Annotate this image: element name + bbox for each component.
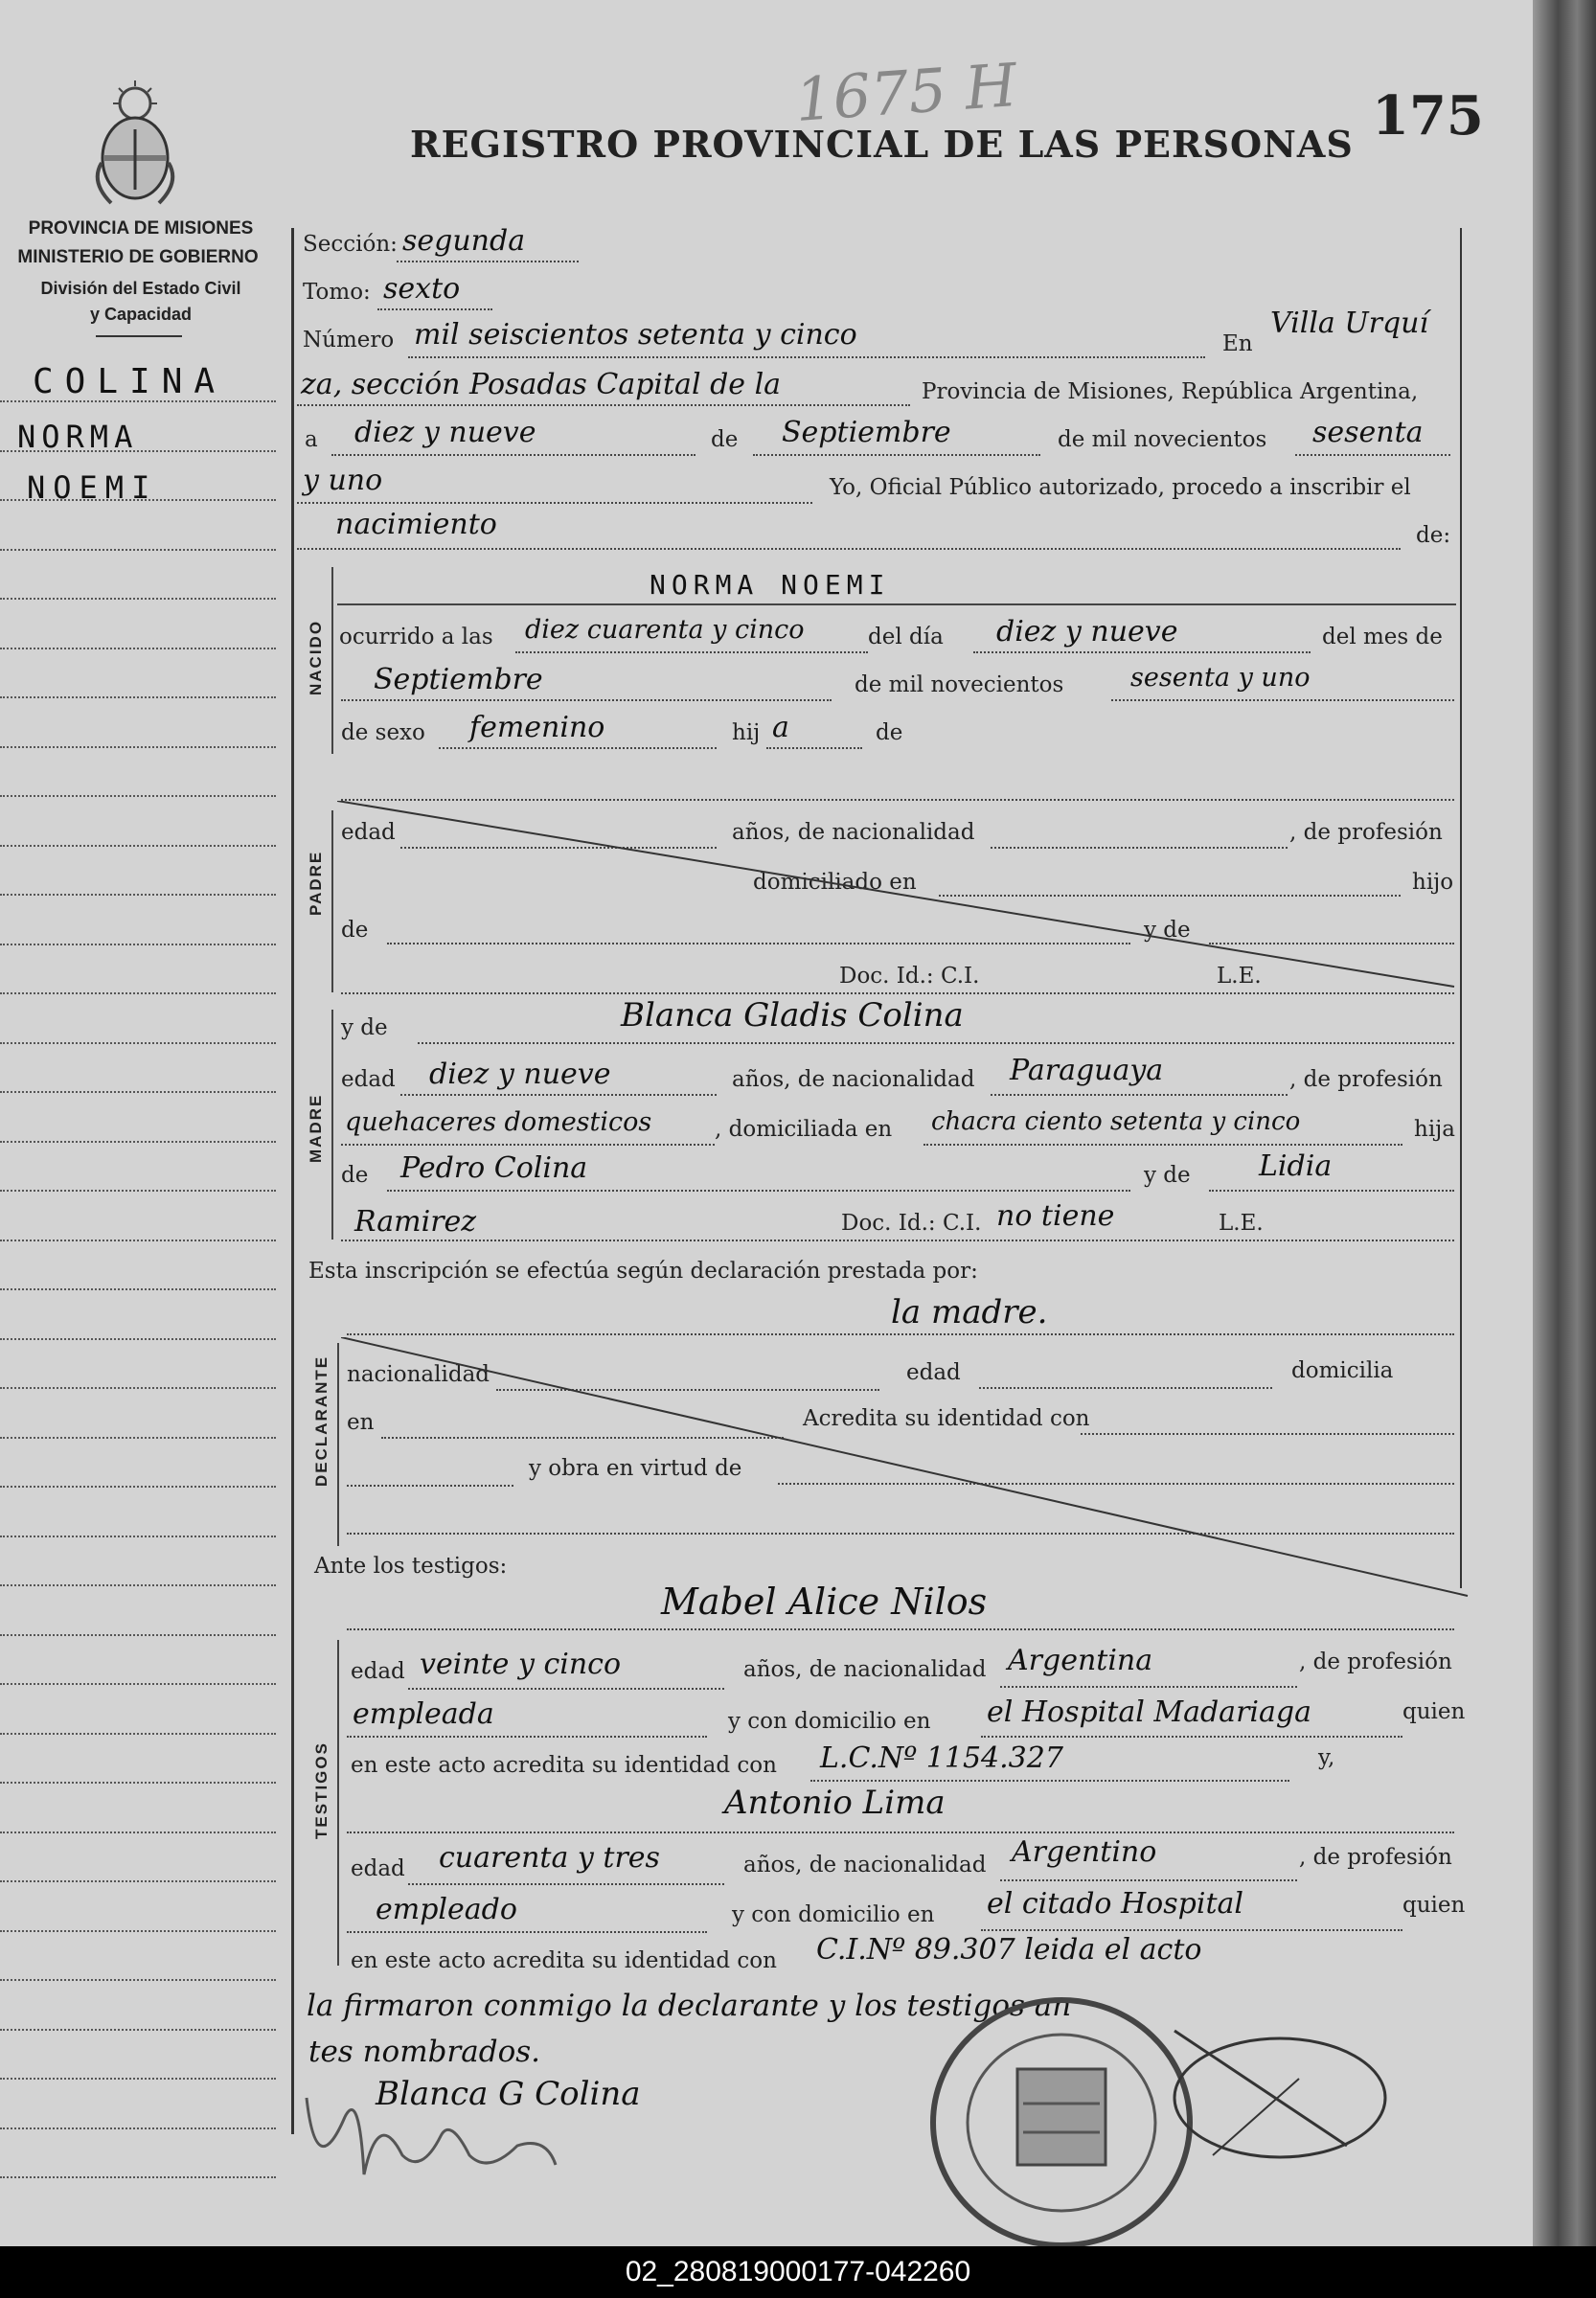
declarante-en-label: en <box>347 1410 375 1435</box>
t1-edad-label: edad <box>351 1659 405 1684</box>
t2-domicilio-label: y con domicilio en <box>732 1902 935 1927</box>
padre-domiciliado-label: domiciliado en <box>753 870 917 895</box>
padre-profesion-label: , de profesión <box>1289 820 1443 845</box>
t2-anos-label: años, de nacionalidad <box>743 1853 987 1877</box>
t1-doc-value: L.C.Nº 1154.327 <box>820 1741 1063 1775</box>
padre-doc-label: Doc. Id.: C.I. <box>839 964 980 989</box>
sidebar-name1: NORMA <box>17 419 139 455</box>
seccion-value: segunda <box>402 224 526 258</box>
declarante-signature: Blanca G Colina <box>376 2075 641 2113</box>
en-label: En <box>1222 331 1253 356</box>
madre-nacionalidad-value: Paraguaya <box>1010 1054 1164 1087</box>
padre-section-label: PADRE <box>307 850 325 916</box>
sidebar-ruled-line <box>0 2127 276 2129</box>
witness-signature-scribble <box>287 2079 575 2203</box>
image-id-label: 02_280819000177-042260 <box>625 2256 971 2287</box>
inscribir-value: nacimiento <box>335 508 497 541</box>
madre-de-label: de <box>341 1163 369 1188</box>
nacido-de-label: de <box>876 720 903 745</box>
t1-profesion-value: empleada <box>353 1697 494 1731</box>
image-id-footer <box>0 2246 1596 2298</box>
sidebar-ruled-line <box>0 549 276 551</box>
padre-anos-label: años, de nacionalidad <box>732 820 975 845</box>
hora-value: diez cuarenta y cinco <box>525 615 805 645</box>
locality-value: za, sección Posadas Capital de la <box>301 368 782 401</box>
t2-nacionalidad-value: Argentino <box>1012 1835 1157 1869</box>
sidebar-ruled-line <box>0 1634 276 1636</box>
sidebar-ruled-line <box>0 845 276 847</box>
declarante-edad-label: edad <box>906 1360 961 1385</box>
padre-le-label: L.E. <box>1217 964 1262 989</box>
de-end-label: de: <box>1416 523 1451 548</box>
binding-edge <box>1533 0 1596 2246</box>
sidebar-ruled-line <box>0 400 276 402</box>
capacidad-label: y Capacidad <box>89 305 193 324</box>
sidebar-ruled-line <box>0 1338 276 1340</box>
tomo-value: sexto <box>383 272 461 306</box>
sidebar-ruled-line <box>0 1091 276 1093</box>
sidebar-ruled-line <box>0 1930 276 1932</box>
t1-edad-value: veinte y cinco <box>420 1648 622 1681</box>
sidebar-ruled-line <box>0 894 276 896</box>
madre-anos-label: años, de nacionalidad <box>732 1067 975 1092</box>
t1-quien-label: quien <box>1402 1699 1466 1724</box>
numero-label: Número <box>303 328 395 353</box>
declarante-bar <box>337 1343 339 1546</box>
sidebar-ruled-line <box>0 1782 276 1784</box>
sidebar-name2: NOEMI <box>27 469 158 506</box>
t1-domicilio-value: el Hospital Madariaga <box>987 1695 1311 1729</box>
closing-line1: la firmaron conmigo la declarante y los testigos an <box>307 1989 1072 2023</box>
testigos-intro: Ante los testigos: <box>314 1554 508 1579</box>
testigo1-name: Mabel Alice Nilos <box>661 1581 988 1623</box>
day-value: diez y nueve <box>354 416 536 449</box>
declarante-domicilia-label: domicilia <box>1291 1358 1394 1383</box>
madre-profesion-label: , de profesión <box>1289 1067 1443 1092</box>
de-label: de <box>711 427 739 452</box>
sidebar-ruled-line <box>0 2078 276 2080</box>
sidebar-ruled-line <box>0 1190 276 1192</box>
t2-profesion-value: empleado <box>376 1893 517 1926</box>
coat-of-arms-emblem <box>82 77 188 211</box>
madre-profesion-value: quehaceres domesticos <box>345 1107 652 1137</box>
nacido-name: NORMA NOEMI <box>650 569 891 601</box>
a-label: a <box>305 427 318 452</box>
t2-edad-value: cuarenta y tres <box>439 1841 660 1875</box>
provincia-text: Provincia de Misiones, República Argentina, <box>922 379 1419 404</box>
tomo-label: Tomo: <box>303 280 371 305</box>
madre-madre-value: Lidia <box>1259 1149 1333 1183</box>
sidebar-ruled-line <box>0 1387 276 1389</box>
dia-value: diez y nueve <box>996 615 1178 648</box>
sidebar-ruled-line <box>0 1141 276 1143</box>
sidebar-ruled-line <box>0 1240 276 1241</box>
folio-number: 175 <box>1372 84 1484 148</box>
t1-profesion-label: , de profesión <box>1299 1650 1452 1674</box>
madre-hija-label: hija <box>1414 1117 1456 1142</box>
declarante-acredita-label: Acredita su identidad con <box>803 1406 1090 1431</box>
testigos-bar <box>337 1640 339 1966</box>
madre-le-label: L.E. <box>1219 1211 1264 1236</box>
declarante-obra-label: y obra en virtud de <box>529 1456 742 1481</box>
sidebar-ruled-line <box>0 696 276 698</box>
sidebar-ruled-line <box>0 746 276 748</box>
sidebar-ruled-line <box>0 1683 276 1685</box>
sidebar-ruled-line <box>0 450 276 452</box>
nacido-section-label: NACIDO <box>307 619 325 695</box>
month-value: Septiembre <box>782 416 951 449</box>
padre-edad-label: edad <box>341 820 396 845</box>
t1-acredita-label: en este acto acredita su identidad con <box>351 1753 777 1778</box>
t1-anos-label: años, de nacionalidad <box>743 1657 987 1682</box>
madre-doc-value: no tiene <box>996 1199 1115 1233</box>
sidebar-ruled-line <box>0 2029 276 2031</box>
oficial-text: Yo, Oficial Público autorizado, procedo a inscribir el <box>830 475 1411 500</box>
sidebar-ruled-line <box>0 499 276 501</box>
hij-label: hij <box>732 720 761 745</box>
declarante-value: la madre. <box>891 1293 1048 1331</box>
official-signature-flourish <box>1155 2021 1404 2165</box>
sidebar-ruled-line <box>0 1536 276 1537</box>
sidebar-ruled-line <box>0 648 276 649</box>
madre-section-label: MADRE <box>307 1093 325 1163</box>
madre-domiciliada-label: , domiciliada en <box>715 1117 893 1142</box>
declarante-cancel-line <box>341 1337 1471 1605</box>
t2-domicilio-value: el citado Hospital <box>987 1887 1243 1921</box>
madre-bar <box>331 1010 333 1240</box>
hij-value: a <box>772 711 789 744</box>
sidebar-ruled-line <box>0 1979 276 1981</box>
t2-quien-label: quien <box>1402 1893 1466 1918</box>
sidebar-ruled-line <box>0 2176 276 2178</box>
t2-edad-label: edad <box>351 1856 405 1881</box>
mil-label: de mil novecientos <box>1058 427 1267 452</box>
madre-padre-value: Pedro Colina <box>400 1151 588 1185</box>
t1-y-label: y, <box>1318 1745 1335 1770</box>
sidebar-ruled-line <box>0 1880 276 1882</box>
closing-line2: tes nombrados. <box>308 2035 541 2069</box>
padre-hijo-label: hijo <box>1412 870 1454 895</box>
madre-yde-label: y de <box>341 1015 388 1040</box>
division-label: División del Estado Civil <box>40 279 241 298</box>
page-title: REGISTRO PROVINCIAL DE LAS PERSONAS <box>410 123 1354 166</box>
madre-edad-label: edad <box>341 1067 396 1092</box>
stamp-number: 1675 H <box>792 50 1019 135</box>
year-value: sesenta <box>1312 416 1424 449</box>
padre-cancel-line <box>337 801 1458 992</box>
sidebar-ruled-line <box>0 1733 276 1735</box>
madre-edad-value: diez y nueve <box>429 1058 611 1091</box>
madre-domicilio-value: chacra ciento setenta y cinco <box>931 1107 1301 1136</box>
seccion-label: Sección: <box>303 232 398 257</box>
sidebar-ruled-line <box>0 1437 276 1439</box>
del-mes-label: del mes de <box>1322 625 1443 649</box>
t2-acredita-label: en este acto acredita su identidad con <box>351 1948 777 1973</box>
del-dia-label: del día <box>868 625 944 649</box>
t2-doc-value: C.I.Nº 89.307 leida el acto <box>816 1933 1202 1967</box>
padre-de-label: de <box>341 918 369 943</box>
sidebar-ruled-line <box>0 992 276 994</box>
testigo2-name: Antonio Lima <box>724 1784 946 1822</box>
sidebar-ruled-line <box>0 598 276 600</box>
t1-domicilio-label: y con domicilio en <box>728 1709 931 1734</box>
padre-yde-label: y de <box>1144 918 1191 943</box>
anio-value: sesenta y uno <box>1130 663 1311 693</box>
madre-yde2-label: y de <box>1144 1163 1191 1188</box>
declarante-section-label: DECLARANTE <box>312 1354 331 1487</box>
t2-profesion-label: , de profesión <box>1299 1845 1452 1870</box>
sidebar-ruled-line <box>0 795 276 797</box>
madre-madre2-value: Ramirez <box>354 1205 477 1239</box>
numero-value: mil seiscientos setenta y cinco <box>414 318 857 352</box>
t1-nacionalidad-value: Argentina <box>1008 1644 1153 1677</box>
year2-value: y uno <box>303 464 383 497</box>
sexo-value: femenino <box>469 711 605 744</box>
en-value: Villa Urquí <box>1270 307 1429 340</box>
sidebar-ruled-line <box>0 1486 276 1488</box>
declarante-nacionalidad-label: nacionalidad <box>347 1362 490 1387</box>
padre-bar <box>331 810 333 992</box>
nacido-bar <box>331 567 333 754</box>
sidebar-ruled-line <box>0 1042 276 1044</box>
ministry-label: MINISTERIO DE GOBIERNO <box>17 247 259 267</box>
sidebar-header-rule <box>96 335 182 337</box>
madre-name-value: Blanca Gladis Colina <box>621 996 964 1035</box>
nacido-mil-label: de mil novecientos <box>855 672 1064 697</box>
madre-doc-label: Doc. Id.: C.I. <box>841 1211 982 1236</box>
sidebar-ruled-line <box>0 1832 276 1833</box>
declarante-intro: Esta inscripción se efectúa según declaración prestada por: <box>308 1259 978 1284</box>
sidebar-ruled-line <box>0 1584 276 1586</box>
sidebar-surname: COLINA <box>33 362 227 401</box>
testigos-section-label: TESTIGOS <box>312 1741 331 1839</box>
sidebar-ruled-line <box>0 1288 276 1290</box>
mes-value: Septiembre <box>374 663 543 696</box>
province-label: PROVINCIA DE MISIONES <box>28 218 254 239</box>
sidebar-ruled-line <box>0 944 276 945</box>
ocurrido-label: ocurrido a las <box>339 625 493 649</box>
sexo-label: de sexo <box>341 720 425 745</box>
